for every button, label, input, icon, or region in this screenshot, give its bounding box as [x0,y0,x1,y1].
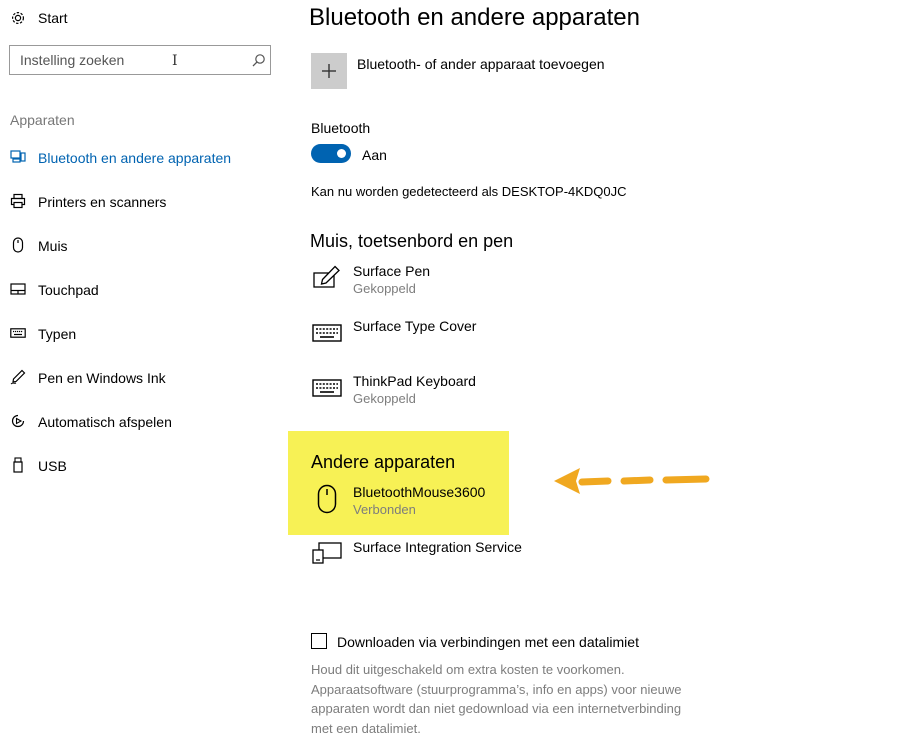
bluetooth-label: Bluetooth [311,120,371,136]
toggle-knob [337,149,346,158]
bluetooth-state-label: Aan [362,147,387,163]
arrow-annotation-icon [552,464,712,498]
device-item[interactable] [311,317,611,357]
device-item[interactable] [311,372,611,412]
add-device-label: Bluetooth- of ander apparaat toevoegen [357,56,605,72]
device-icon [311,540,343,566]
start-link[interactable] [8,8,128,30]
metered-download-checkbox[interactable] [311,633,327,649]
search-icon[interactable] [250,51,268,69]
pen-icon [311,264,343,290]
sidebar-item-label: Touchpad [38,282,99,298]
sidebar-item-label: Pen en Windows Ink [38,370,166,386]
sidebar-item-muis[interactable] [8,235,268,257]
metered-download-checkbox-row[interactable] [311,632,651,654]
sidebar-item-printers[interactable] [8,191,268,213]
sidebar-item-autoplay[interactable] [8,411,268,433]
device-name: BluetoothMouse3600 [353,484,486,500]
start-label: Start [38,10,68,26]
device-name: Surface Type Cover [353,318,477,334]
page-title: Bluetooth en andere apparaten [309,4,640,31]
bluetooth-toggle[interactable] [311,144,351,163]
keyboard-icon [311,320,343,346]
device-item[interactable] [311,262,611,302]
help-line: apparaten wordt dan niet gedownload via een internetverbinding [311,701,682,716]
sidebar-item-bluetooth[interactable] [8,147,268,169]
device-name: Surface Pen [353,263,431,279]
discoverable-text: Kan nu worden gedetecteerd als DESKTOP-4KDQ0JC [311,184,627,199]
sidebar-item-label: USB [38,458,67,474]
autoplay-icon [8,411,28,431]
metered-help-text [311,660,681,738]
sidebar-item-label: Typen [38,326,77,342]
sidebar-item-label: Bluetooth en andere apparaten [38,150,232,166]
device-item[interactable] [311,538,611,574]
usb-icon [8,455,28,475]
mouse-icon [313,482,341,516]
printer-icon [8,191,28,211]
add-device-button[interactable] [311,53,631,90]
section-heading-input: Muis, toetsenbord en pen [310,231,514,251]
mouse-icon [8,235,28,255]
search-input[interactable]: Instelling zoeken [20,52,125,68]
sidebar-item-label: Muis [38,238,68,254]
help-line: Apparaatsoftware (stuurprogramma’s, info en apps) voor nieuwe [311,681,682,697]
pen-icon [8,367,28,387]
sidebar-item-touchpad[interactable] [8,279,268,301]
keyboard-icon [8,323,28,343]
checkbox-label: Downloaden via verbindingen met een datalimiet [337,634,639,650]
plus-icon [311,53,347,89]
sidebar-item-pen[interactable] [8,367,268,389]
text-cursor-icon: I [172,53,178,69]
keyboard-icon [311,375,343,401]
sidebar-item-typen[interactable] [8,323,268,345]
device-status: Verbonden [353,502,416,517]
device-name: ThinkPad Keyboard [353,373,476,389]
touchpad-icon [8,279,28,299]
section-heading-other: Andere apparaten [311,452,456,472]
sidebar-item-label: Printers en scanners [38,194,167,210]
gear-icon [8,8,28,28]
device-status: Gekoppeld [353,391,416,406]
help-line: met een datalimiet. [311,720,421,736]
device-name: Surface Integration Service [353,539,522,555]
bluetooth-devices-icon [8,147,28,167]
search-box[interactable] [9,45,271,75]
sidebar-item-label: Automatisch afspelen [38,414,172,430]
help-line: Houd dit uitgeschakeld om extra kosten te voorkomen. [311,662,625,677]
device-item[interactable] [311,482,511,522]
sidebar-item-usb[interactable] [8,455,268,477]
section-label-apparaten: Apparaten [10,112,75,128]
device-status: Gekoppeld [353,281,416,296]
